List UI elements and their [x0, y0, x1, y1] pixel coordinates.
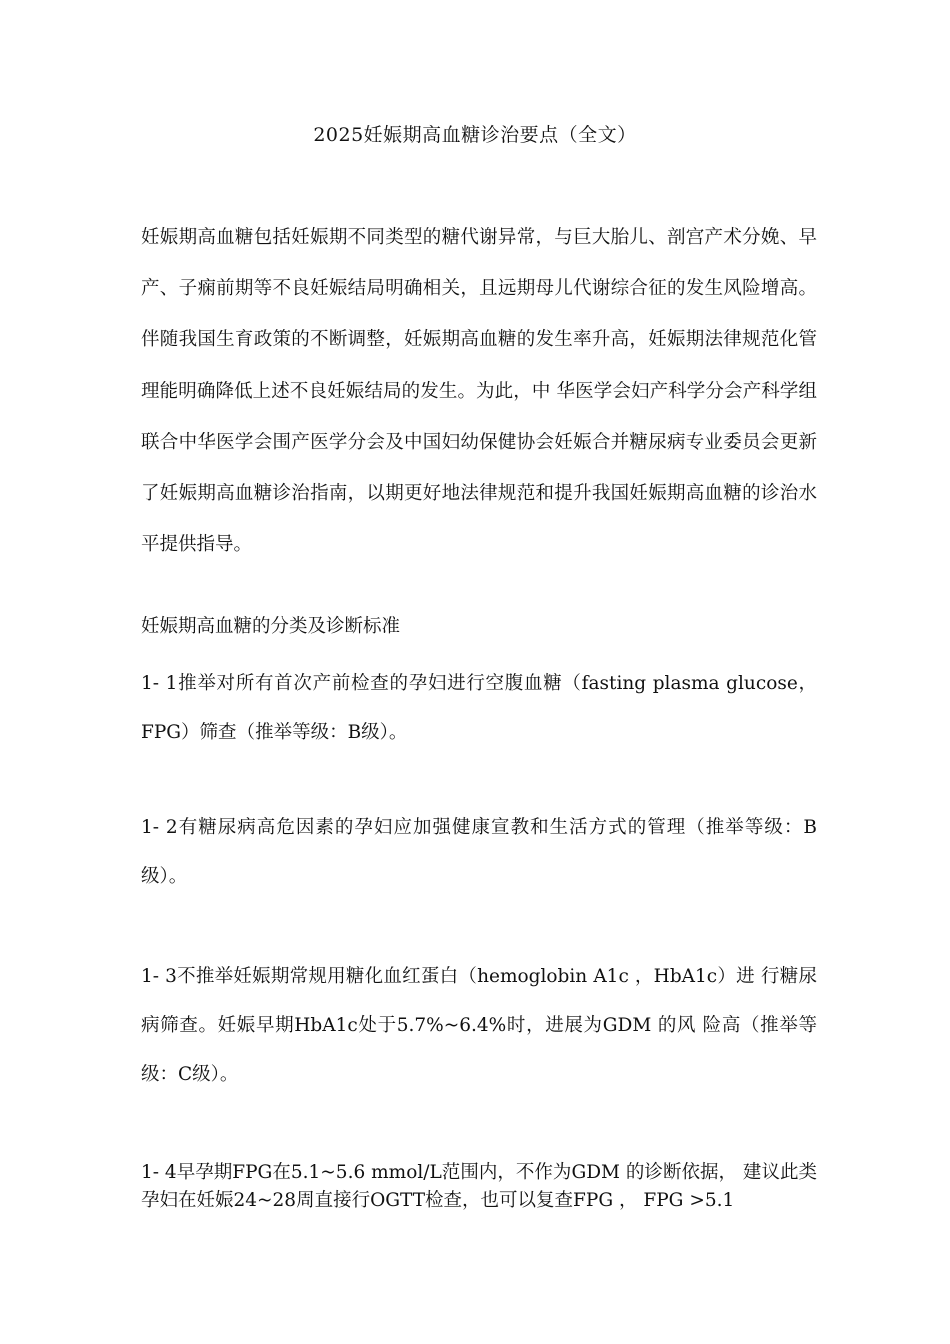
intro-paragraph: 妊娠期高血糖包括妊娠期不同类型的糖代谢异常，与巨大胎儿、剖宫产术分娩、早产、子痫前期等不良妊娠结局明确相关，且远期母儿代谢综合征的发生风险增高。伴随我国生育政策的不断调整，妊娠期高血糖的发生率升高，妊娠期法律规范化管理能明确降低上述不良妊娠结局的发生。为此，中 华医学会妇产科学分会产科学组联合中华医学会围产医学分会及中国妇幼保健协会妊娠合并糖尿病专业委员会更新了妊娠期高血糖诊治指南，以期更好地法律规范和提升我国妊娠期高血糖的诊治水平提供指导。 [141, 227, 817, 556]
recommendation-item-1-2: 1- 2有糖尿病高危因素的孕妇应加强健康宣教和生活方式的管理（推举等级：B级）。 [141, 817, 817, 887]
document-title: 2025妊娠期高血糖诊治要点（全文） [313, 124, 637, 146]
section-heading: 妊娠期高血糖的分类及诊断标准 [141, 616, 401, 637]
recommendation-item-1-1: 1- 1推举对所有首次产前检查的孕妇进行空腹血糖（fasting plasma glucose，FPG）筛查（推举等级：B级）。 [141, 673, 817, 743]
recommendation-item-1-3: 1- 3不推举妊娠期常规用糖化血红蛋白（hemoglobin A1c ，HbA1c）进 行糖尿病筛查。妊娠早期HbA1c处于5.7%~6.4%时，进展为GDM 的风 险高（推举等级：C级）。 [141, 966, 817, 1085]
recommendation-item-1-4: 1- 4早孕期FPG在5.1~5.6 mmol/L范围内，不作为GDM 的诊断依据， 建议此类孕妇在妊娠24~28周直接行OGTT检查，也可以复查FPG ， FPG >5.1 [141, 1162, 817, 1211]
